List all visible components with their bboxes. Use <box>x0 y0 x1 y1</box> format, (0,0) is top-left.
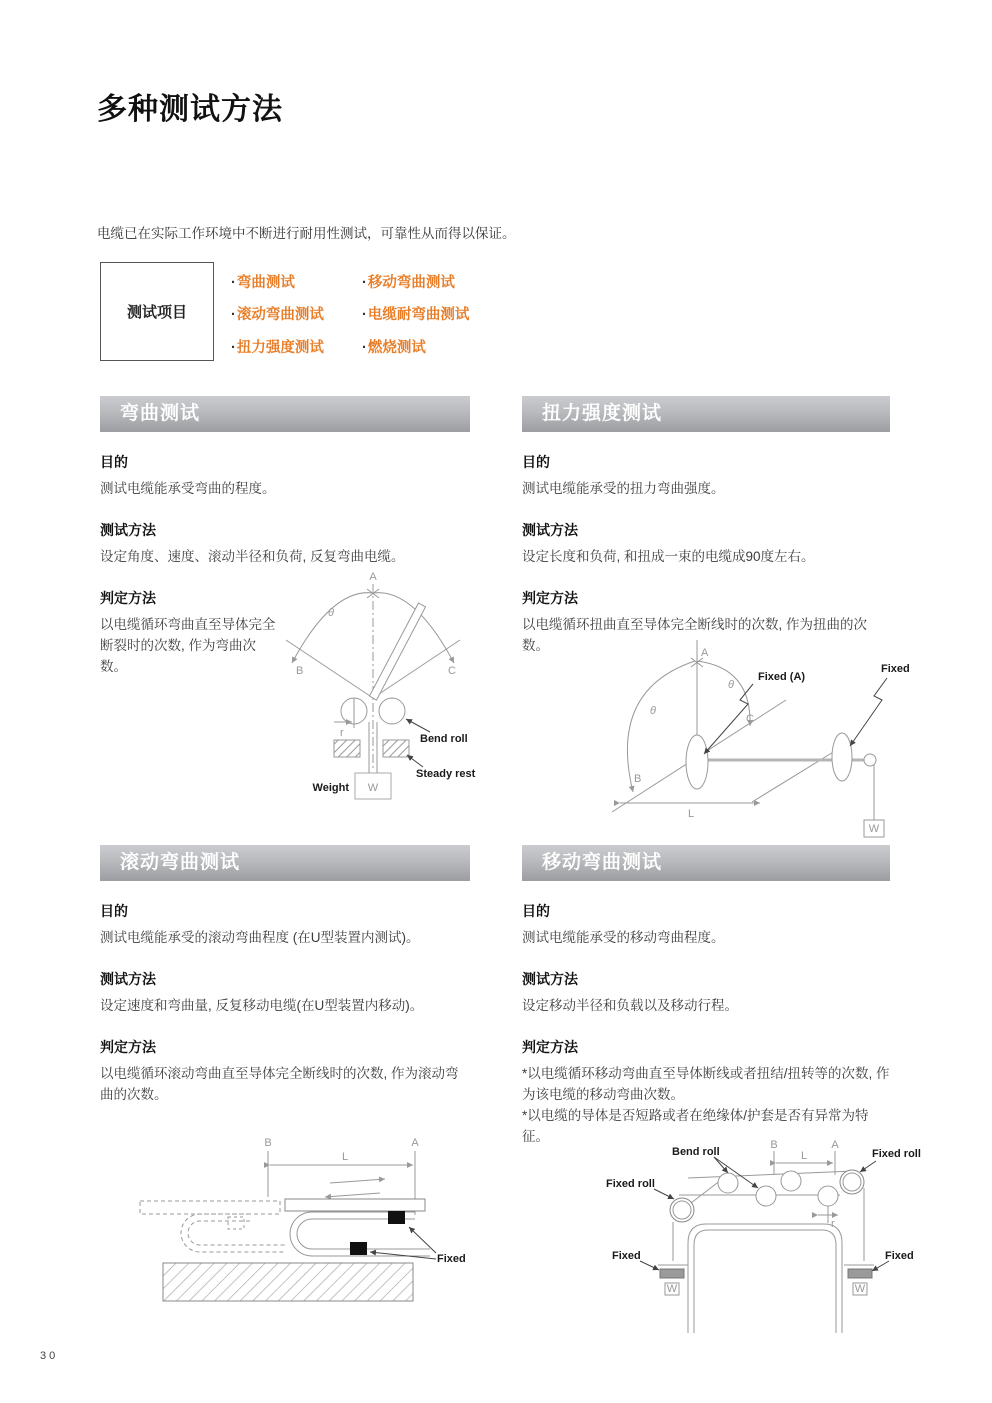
point-c-label: C <box>448 665 456 677</box>
fixed-left-label: Fixed <box>612 1250 641 1262</box>
purpose-heading: 目的 <box>100 454 128 470</box>
moving-plate <box>285 1199 425 1211</box>
section-header: 扭力强度测试 <box>522 396 890 432</box>
point-a-label: A <box>701 647 709 659</box>
method-heading: 测试方法 <box>100 970 156 987</box>
test-item <box>362 305 469 328</box>
bend-roll <box>718 1173 738 1193</box>
point-a-label: A <box>369 571 377 583</box>
fixed-roll-left-label: Fixed roll <box>606 1178 655 1190</box>
point-b-label: B <box>296 665 304 677</box>
test-items-list <box>231 262 469 361</box>
weight-w-label: W <box>367 782 379 794</box>
method-text: 设定长度和负荷, 和扭成一束的电缆成90度左右。 <box>522 548 815 564</box>
fixed-label: Fixed <box>437 1253 466 1265</box>
section-header: 移动弯曲测试 <box>522 845 890 881</box>
method-heading: 测试方法 <box>100 521 156 538</box>
purpose-heading: 目的 <box>100 903 128 919</box>
cable-loop-inner <box>694 1230 836 1333</box>
point-b-label: B <box>770 1139 778 1151</box>
bend-roll <box>756 1186 776 1206</box>
steady-rest-right <box>383 740 409 757</box>
moving-plate-ghost <box>140 1201 280 1214</box>
l-dim-label: L <box>688 808 695 820</box>
judgment-heading: 判定方法 <box>100 589 156 606</box>
bend-roll-label: Bend roll <box>420 733 468 745</box>
test-item-label: 电缆耐弯曲测试 <box>367 307 470 324</box>
fixed-a-label: Fixed (A) <box>758 671 806 683</box>
theta-label: θ <box>328 607 334 619</box>
test-item-label: 扭力强度测试 <box>236 339 324 356</box>
bend-test-diagram <box>270 570 505 815</box>
judgment-heading: 判定方法 <box>522 589 578 606</box>
theta-label: θ <box>650 705 656 717</box>
purpose-heading: 目的 <box>522 454 550 470</box>
theta-label: θ <box>728 679 734 691</box>
method-text: 设定速度和弯曲量, 反复移动电缆(在U型装置内移动)。 <box>100 997 424 1013</box>
purpose-text: 测试电缆能承受的滚动弯曲程度 (在U型装置内测试)。 <box>100 930 420 945</box>
weight-label: Weight <box>312 782 349 794</box>
judgment-heading: 判定方法 <box>522 1038 578 1055</box>
test-item-label: 燃烧测试 <box>367 339 426 356</box>
bend-roll-right <box>379 698 405 724</box>
bend-roll-label: Bend roll <box>672 1146 720 1158</box>
purpose-heading: 目的 <box>522 903 550 919</box>
fixed-label: Fixed <box>881 663 910 675</box>
point-a-label: A <box>411 1137 419 1149</box>
judgment-text: 以电缆循环扭曲直至导体完全断线时的次数, 作为扭曲的次数。 <box>522 616 868 653</box>
torsion-test-diagram <box>600 640 930 845</box>
test-item <box>231 338 362 361</box>
fixed-roll-left <box>670 1198 694 1222</box>
bend-roll <box>781 1171 801 1191</box>
point-b-label: B <box>634 773 642 785</box>
section-bend-test <box>100 396 476 794</box>
test-items-box-label: 测试项目 <box>100 262 214 361</box>
judgment-text: *以电缆的导体是否短路或者在绝缘体/护套是否有异常为特征。 <box>522 1107 869 1144</box>
test-item <box>362 338 469 361</box>
purpose-text: 测试电缆能承受的移动弯曲程度。 <box>522 930 725 945</box>
fixed-roll-right-label: Fixed roll <box>872 1148 921 1160</box>
l-dim-label: L <box>342 1151 349 1163</box>
fixing-ghost <box>228 1217 244 1229</box>
point-c-label: C <box>746 713 754 725</box>
test-item <box>231 305 362 328</box>
fixing-block-bottom <box>350 1242 367 1255</box>
section-moving-bend-test <box>522 845 921 1295</box>
judgment-text: 以电缆循环滚动弯曲直至导体完全断线时的次数, 作为滚动弯曲的次数。 <box>100 1065 459 1102</box>
l-dim-label: L <box>801 1150 808 1162</box>
test-item-label: 弯曲测试 <box>236 275 295 291</box>
bend-roll <box>818 1186 838 1206</box>
disc-right <box>832 733 852 781</box>
fixed-roll-right <box>840 1170 864 1194</box>
bullet-dot: · <box>231 339 236 356</box>
test-item-label: 移动弯曲测试 <box>367 275 455 291</box>
method-heading: 测试方法 <box>522 970 578 987</box>
weight-w-label: W <box>868 823 880 835</box>
section-rolling-bend-test <box>100 845 470 1265</box>
judgment-text: *以电缆循环移动弯曲直至导体断线或者扭结/扭转等的次数, 作为该电缆的移动弯曲次数。 <box>522 1065 890 1102</box>
section-torsion-test <box>522 396 910 835</box>
intro-text: 电缆已在实际工作环境中不断进行耐用性测试，可靠性从而得以保证。 <box>97 226 516 241</box>
test-item <box>362 273 469 296</box>
method-text: 设定角度、速度、滚动半径和负荷, 反复弯曲电缆。 <box>100 548 405 564</box>
judgment-text: 以电缆循环弯曲直至导体完全断裂时的次数, 作为弯曲次数。 <box>100 616 276 674</box>
rolling-bend-test-diagram <box>100 1135 500 1305</box>
page-number: 30 <box>40 1350 59 1362</box>
weight-w-label: W <box>666 1283 678 1295</box>
fixing-block-top <box>388 1211 405 1224</box>
method-text: 设定移动半径和负载以及移动行程。 <box>522 997 738 1013</box>
bullet-dot: · <box>362 307 367 324</box>
test-item <box>231 273 362 296</box>
test-items-panel <box>100 262 469 361</box>
cable-bent <box>370 603 426 700</box>
bullet-dot: · <box>231 307 236 324</box>
weight-w-label: W <box>854 1283 866 1295</box>
moving-bend-test-diagram <box>588 1133 928 1338</box>
point-b-label: B <box>264 1137 272 1149</box>
point-a-label: A <box>831 1139 839 1151</box>
section-header: 弯曲测试 <box>100 396 470 432</box>
steady-rest-label: Steady rest <box>416 768 476 780</box>
pulley <box>864 754 876 766</box>
r-dim-label: r <box>831 1218 835 1230</box>
judgment-heading: 判定方法 <box>100 1038 156 1055</box>
test-item-label: 滚动弯曲测试 <box>236 307 324 324</box>
r-dim-label: r <box>340 727 344 739</box>
purpose-text: 测试电缆能承受的扭力弯曲强度。 <box>522 481 725 496</box>
bullet-dot: · <box>362 339 367 356</box>
purpose-text: 测试电缆能承受弯曲的程度。 <box>100 481 276 496</box>
fixed-right-label: Fixed <box>885 1250 914 1262</box>
steady-rest-left <box>334 740 360 757</box>
bullet-dot: · <box>231 275 236 291</box>
section-header: 滚动弯曲测试 <box>100 845 470 881</box>
clamp-left <box>660 1269 684 1278</box>
clamp-right <box>848 1269 872 1278</box>
fixed-base <box>163 1263 413 1301</box>
disc-left <box>686 735 708 789</box>
bullet-dot: · <box>362 275 367 291</box>
method-heading: 测试方法 <box>522 521 578 538</box>
cable-loop-outer <box>688 1224 842 1333</box>
page-title: 多种测试方法 <box>97 93 283 126</box>
